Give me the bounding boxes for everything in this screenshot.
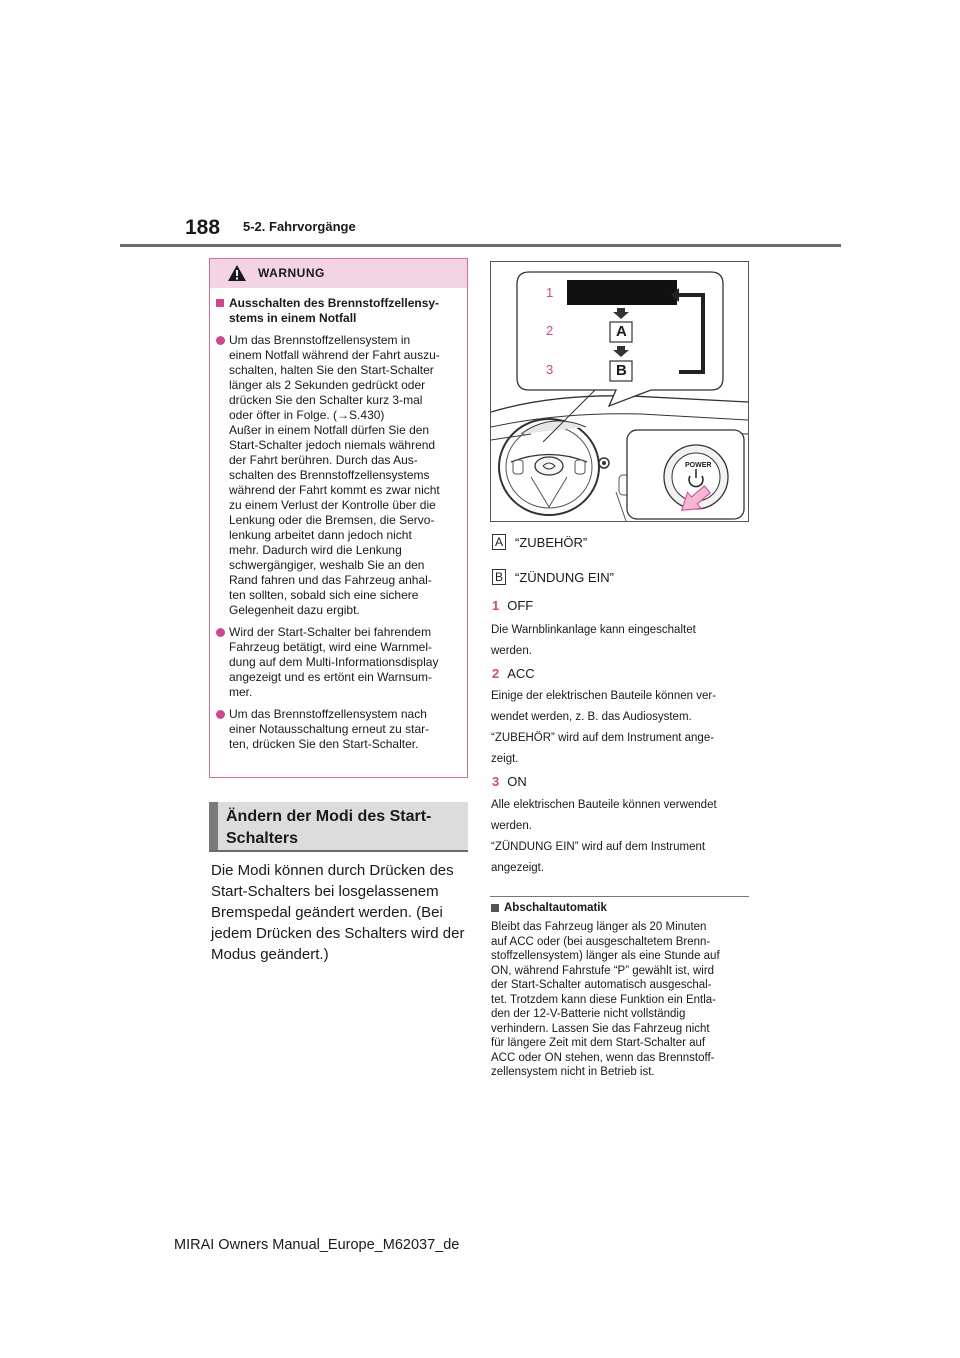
mode-description: Einige der elektrischen Bauteile können ver- wendet werden, z. B. das Audiosystem. “ZUBEHÖR” wird auf dem Instrument ange- zeigt. [491,690,717,765]
note-text: Bleibt das Fahrzeug länger als 20 Minuten auf ACC oder (bei ausgeschaltetem Brenn- stoffzellensystem) länger als eine Stunde auf ON, während Fahrstufe “P” gewählt ist, wird der Start-Schalter automatisch ausgeschal- tet. Trotzdem kann diese Funktion ein Entla- den der 12-V-Batterie nicht vollständig verhindern. Lassen Sie das Fahrzeug nicht für längere Zeit mit dem Start-Schalter auf ACC oder ON stehen, wenn das Brennstoff- zellensystem nicht in Betrieb ist. [491,921,720,1078]
section-reference: 5-2. Fahrvorgänge [243,219,356,234]
warning-bullet-text: Wird der Start-Schalter bei fahrendem Fahrzeug betätigt, wird eine Warnmel- dung auf dem Multi-Informationsdisplay angezeigt und es ertönt ein Warnsum- mer. [229,625,439,699]
mode-number: 1 [492,598,500,613]
warning-bullet-text: Um das Brennstoffzellensystem nach einer Notausschaltung erneut zu star- ten, drücken Sie den Start-Schalter. [229,707,430,751]
mode-on [492,774,527,789]
warning-bullet [216,625,455,700]
label-text: “ZUBEHÖR” [515,534,588,550]
label-b-row [492,569,614,585]
mode-description: Alle elektrischen Bauteile können verwendet werden. “ZÜNDUNG EIN” wird auf dem Instrument angezeigt. [491,799,717,874]
mode-name: ACC [507,666,535,681]
mode-number: 2 [492,666,500,681]
illus-number: 3 [546,362,554,377]
section-heading-box [209,802,468,852]
round-bullet-icon [216,710,225,719]
warning-title: WARNUNG [258,266,325,280]
illus-number: 1 [546,285,554,300]
square-bullet-icon [491,904,499,912]
warning-bullet-text: Um das Brennstoffzellensystem in einem Notfall während der Fahrt auszu- schalten, halten Sie den Start-Schalter länger als 2 Sekunden gedrückt oder drücken Sie den Schalter kurz 3-mal oder öfter in Folge. (→S.430) Außer in einem Notfall dürfen Sie den Start-Schalter jedoch niemals während der Fahrt berühren. Durch das Aus- schalten des Brennstoffzellensystems während der Fahrt kommt es zwar nicht zu einem Verlust der Kontrolle über die Lenkung oder die Bremsen, die Servo- lenkung arbeitet dann jedoch nicht mehr. Dadurch wird die Lenkung schwergängiger, weshalb Sie an den Rand fahren und das Fahrzeug anhal- ten sollten, sobald sich eine sichere Gelegenheit dazu ergibt. [229,333,440,617]
dashboard-diagram [491,262,748,521]
section-intro: Die Modi können durch Drücken des Start-Schalters bei losgelassenem Bremspedal geändert werden. (Bei jedem Drücken des Schalters wird der Modus geändert.) [211,862,465,963]
illus-letter: A [616,323,627,340]
mode-name: OFF [507,598,534,613]
illus-letter: B [616,362,627,379]
round-bullet-icon [216,628,225,637]
note-title [491,902,607,914]
mode-name: ON [507,774,527,789]
square-bullet-icon [216,299,224,307]
start-switch-illustration [490,261,749,522]
label-letter-box: B [492,569,506,585]
section-heading: Ändern der Modi des Start- Schalters [226,808,432,847]
note-title-text: Abschaltautomatik [504,902,607,914]
mode-number: 3 [492,774,500,789]
warning-bullet [216,707,455,752]
footer: MIRAI Owners Manual_Europe_M62037_de [174,1237,460,1253]
mode-off [492,598,533,613]
warning-header [210,259,467,288]
page-number: 188 [185,216,221,239]
mode-acc [492,666,535,681]
round-bullet-icon [216,336,225,345]
warning-heading: Ausschalten des Brennstoffzellensy- stems in einem Notfall [229,296,440,325]
mode-description: Die Warnblinkanlage kann eingeschaltet werden. [491,624,696,657]
warning-bullet [216,333,455,618]
warning-box [209,258,468,778]
illus-number: 2 [546,323,554,338]
section-heading-bar [209,802,218,850]
warning-triangle-icon [227,264,247,282]
note-rule [490,896,749,897]
power-button-label: POWER [685,462,712,469]
warning-heading-block [216,296,455,326]
label-letter-box: A [492,534,506,550]
header-rule [120,244,841,247]
label-text: “ZÜNDUNG EIN” [515,569,614,585]
label-a-row [492,534,587,550]
